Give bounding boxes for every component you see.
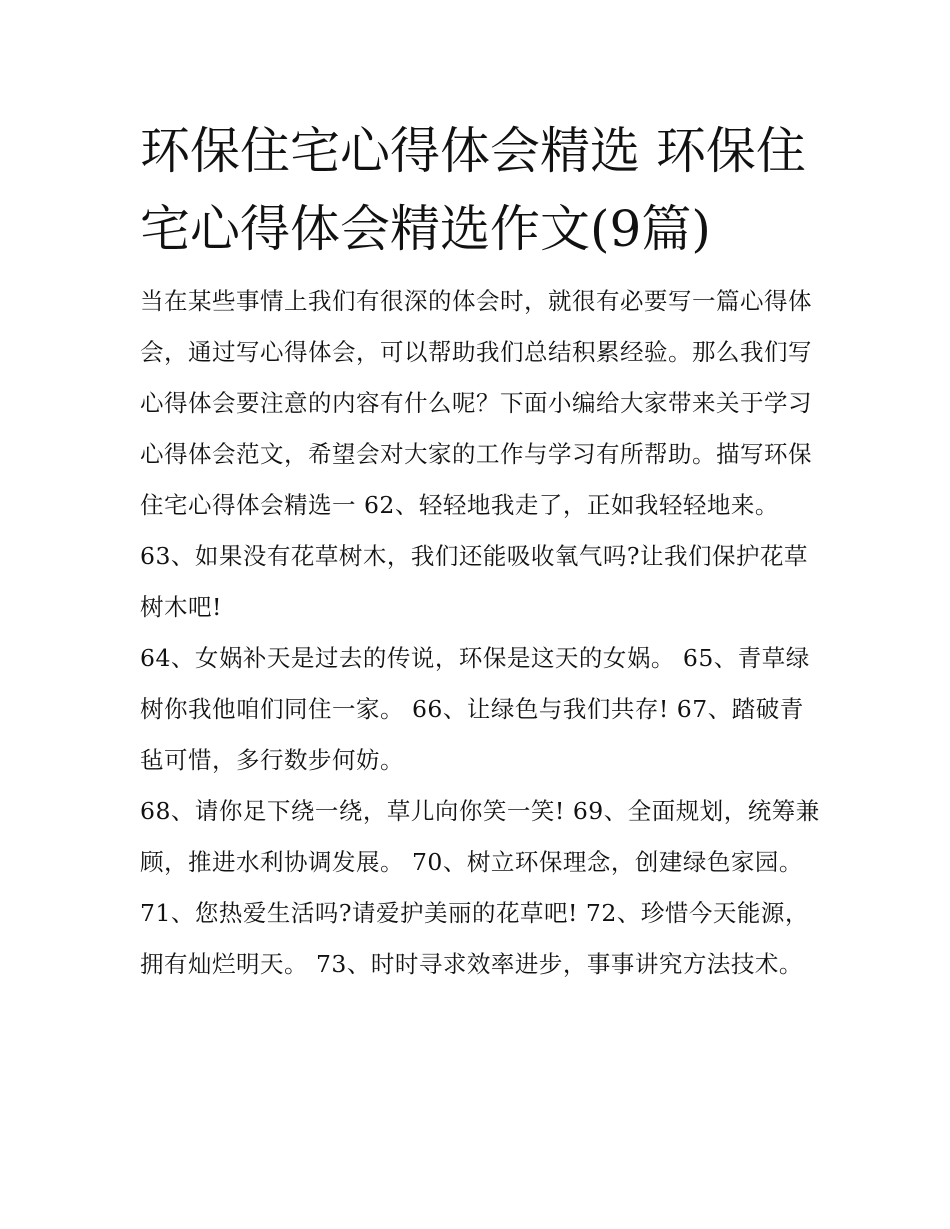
paragraph-intro: 当在某些事情上我们有很深的体会时，就很有必要写一篇心得体会，通过写心得体会，可以帮助我们总结积累经验。那么我们写心得体会要注意的内容有什么呢？下面小编给大家带来关于学习心得体会范文，希望会对大家的工作与学习有所帮助。描写环保住宅心得体会精选一 62、轻轻地我走了，正如我轻轻地来。 63、如果没有花草树木，我们还能吸收氧气吗?让我们保护花草树木吧! (140, 287, 812, 621)
paragraph-slogans-68-70: 68、请你足下绕一绕，草儿向你笑一笑! 69、全面规划，统筹兼顾，推进水利协调发展。 70、树立环保理念，创建绿色家园。 (140, 797, 820, 876)
document-body (140, 276, 820, 990)
document-title: 环保住宅心得体会精选 环保住宅心得体会精选作文(9篇) (140, 122, 806, 258)
paragraph-slogans-64-67: 64、女娲补天是过去的传说，环保是这天的女娲。 65、青草绿树你我他咱们同住一家。 66、让绿色与我们共存! 67、踏破青毡可惜，多行数步何妨。 (140, 644, 810, 774)
paragraph-slogans-71-73: 71、您热爱生活吗?请爱护美丽的花草吧! 72、珍惜今天能源，拥有灿烂明天。 73、时时寻求效率进步，事事讲究方法技术。 (140, 899, 809, 978)
